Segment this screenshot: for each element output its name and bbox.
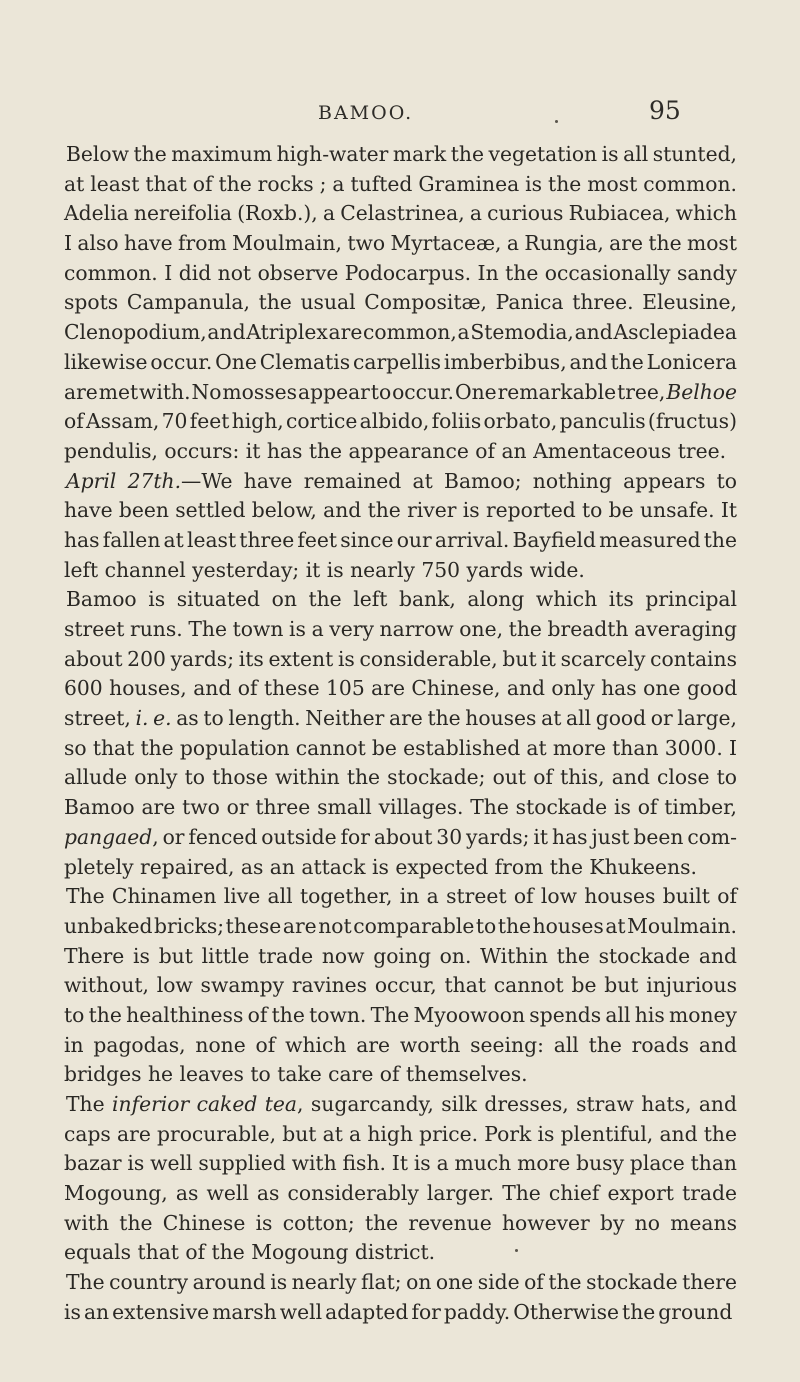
text-line: bazar is well supplied with fish. It is a much more busy place than [64, 1151, 737, 1176]
text-line: unbaked bricks; these are not comparable to the houses at Moulmain. [64, 913, 737, 938]
text-line: pangaed, or fenced outside for about 30 yards; it has just been com- [64, 824, 737, 849]
text-line: left channel yesterday; it is nearly 750 yards wide. [64, 557, 585, 582]
text-line: about 200 yards; its extent is considerable, but it scarcely contains [64, 646, 737, 671]
text-line: Adelia nereifolia (Roxb.), a Celastrinea, a curious Rubiacea, which [64, 201, 737, 226]
text-line: Mogoung, as well as considerably larger. The chief export trade [64, 1181, 737, 1206]
text-line: pendulis, occurs: it has the appearance of an Amentaceous tree. [64, 438, 727, 463]
text-line: in pagodas, none of which are worth seeing: all the roads and [64, 1032, 737, 1057]
text-line: without, low swampy ravines occur, that cannot be but injurious [64, 973, 737, 998]
page-number: 95 [649, 96, 681, 125]
text-line: are met with. No mosses appear to occur. One remarkable tree, Belhoe [64, 379, 737, 404]
text-line: is an extensive marsh well adapted for paddy. Otherwise the ground [64, 1299, 733, 1324]
text-line: spots Campanula, the usual Compositæ, Panica three. Eleusine, [64, 290, 737, 315]
text-line: has fallen at least three feet since our arrival. Bayfield measured the [64, 527, 737, 552]
text-line: so that the population cannot be established at more than 3000. I [64, 735, 737, 760]
text-line: at least that of the rocks ; a tufted Graminea is the most common. [64, 171, 737, 196]
text-line: The Chinamen live all together, in a street of low houses built of [66, 884, 737, 909]
text-line: street, i. e. as to length. Neither are the houses at all good or large, [64, 706, 738, 731]
text-line: Bamoo is situated on the left bank, along which its principal [66, 587, 737, 612]
text-line: There is but little trade now going on. Within the stockade and [64, 943, 737, 968]
text-line: have been settled below, and the river is reported to be unsafe. It [64, 498, 737, 523]
text-line: Bamoo are two or three small villages. The stockade is of timber, [64, 795, 737, 820]
text-line: allude only to those within the stockade; out of this, and close to [64, 765, 737, 790]
text-line: April 27th.—We have remained at Bamoo; nothing appears to [66, 468, 737, 493]
text-line: common. I did not observe Podocarpus. In the occasionally sandy [64, 260, 737, 285]
text-line: Clenopodium, and Atriplex are common, a Stemodia, and Asclepiadea [64, 320, 737, 345]
ink-speck [555, 120, 558, 123]
page-header [0, 96, 800, 126]
running-head: BAMOO. [318, 102, 414, 124]
text-line: pletely repaired, as an attack is expected from the Khukeens. [64, 854, 697, 879]
text-line: The country around is nearly flat; on one side of the stockade there [66, 1270, 737, 1295]
text-line: 600 houses, and of these 105 are Chinese, and only has one good [64, 676, 738, 701]
body-text [64, 140, 737, 1328]
text-line: equals that of the Mogoung district. [64, 1240, 436, 1265]
text-line: caps are procurable, but at a high price. Pork is plentiful, and the [64, 1121, 737, 1146]
text-line: I also have from Moulmain, two Myrtaceæ, a Rungia, are the most [64, 231, 737, 256]
text-line: street runs. The town is a very narrow one, the breadth averaging [64, 617, 737, 641]
text-line: likewise occur. One Clematis carpellis imberbibus, and the Lonicera [64, 349, 737, 374]
text-line: with the Chinese is cotton; the revenue however by no means [64, 1210, 737, 1235]
text-line: bridges he leaves to take care of themselves. [64, 1062, 528, 1087]
ink-speck [515, 1249, 518, 1252]
text-line: The inferior caked tea, sugarcandy, silk dresses, straw hats, and [66, 1092, 737, 1116]
text-line: of Assam, 70 feet high, cortice albido, foliis orbato, panculis (fructus) [64, 409, 737, 434]
text-line: Below the maximum high-water mark the vegetation is all stunted, [66, 142, 737, 166]
text-line: to the healthiness of the town. The Myoowoon spends all his money [64, 1002, 737, 1027]
